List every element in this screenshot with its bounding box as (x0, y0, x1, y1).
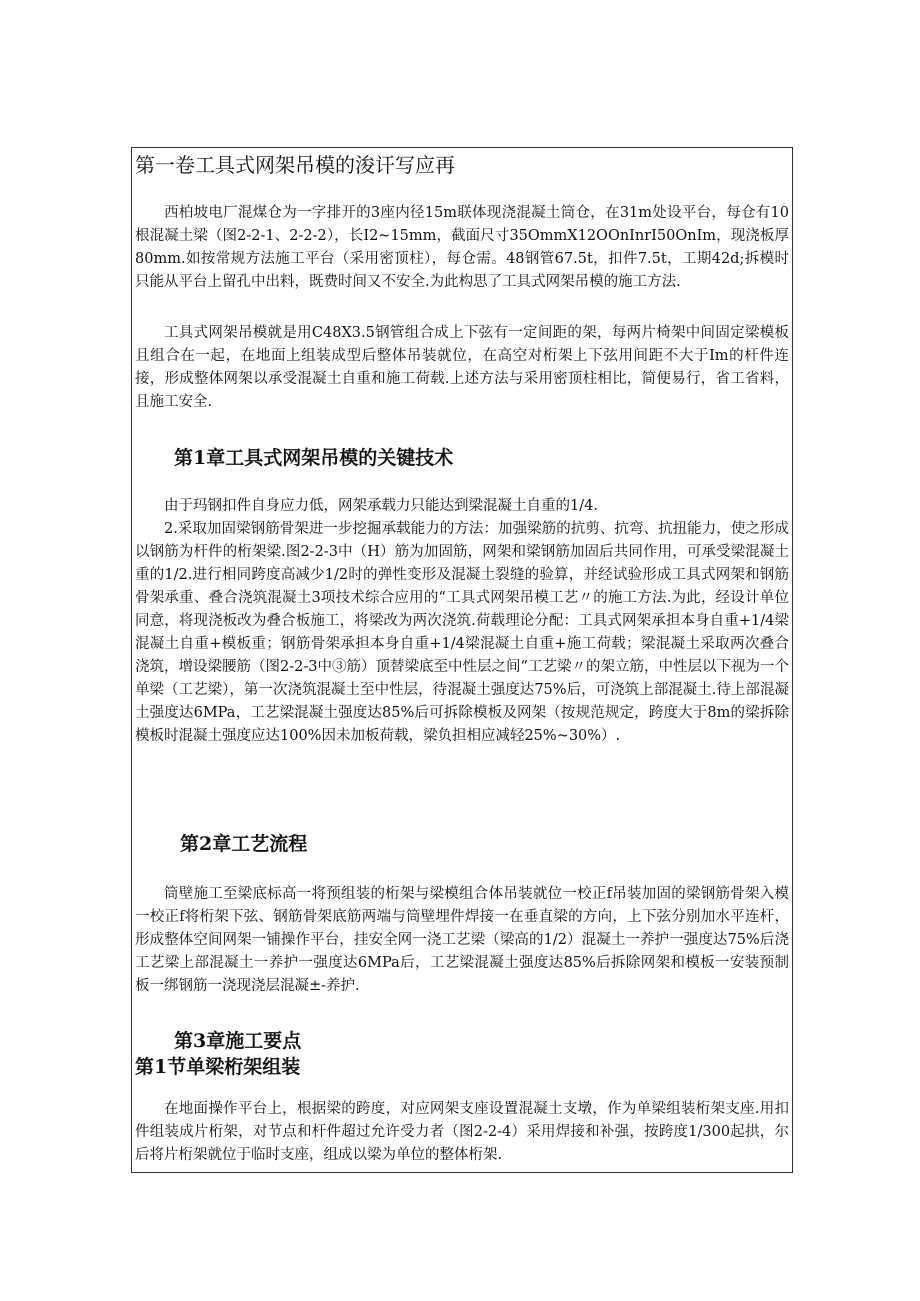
section-1-paragraph-1: 在地面操作平台上，根据梁的跨度，对应网架支座设置混凝土支墩，作为单梁组装桁架支座.用扣件组装成片桁架，对节点和杆件超过允许受力者（图2-2-4）采用焊接和补强，按跨度1/300起拱，尔后将片桁架就位于临时支座，组成以梁为单位的整体桁架. (135, 1101, 789, 1163)
chapter-2-heading: 第2章工艺流程 (180, 833, 308, 855)
chapter-3-heading: 第3章施工要点 (174, 1030, 302, 1052)
chapter-1-paragraph-1: 由于玛钢扣件自身应力低，网架承载力只能达到梁混凝土自重的1/4. (164, 498, 598, 514)
intro-paragraph-2: 工具式网架吊模就是用C48X3.5钢管组合成上下弦有一定间距的架，每两片椅架中间固定梁模板且组合在一起，在地面上组装成型后整体吊装就位，在高空对桁架上下弦用间距不大于Im的杆件连接，形成整体网架以承受混凝土自重和施工荷载.上述方法与采用密顶柱相比，简便易行，省工省料，且施工安全. (135, 325, 789, 410)
chapter-1-heading: 第1章工具式网架吊模的关键技术 (174, 447, 454, 469)
document-frame (131, 147, 793, 1173)
intro-paragraph-1: 西柏坡电厂混煤仓为一字排开的3座内径15m联体现浇混凝土筒仓，在31m处设平台，每仓有10根混凝土梁（图2-2-1、2-2-2），长I2~15mm，截面尺寸35OmmX12OOnInrI50OnIm，现浇板厚80mm.如按常规方法施工平台（采用密顶柱），每仓需。48钢管67.5t，扣件7.5t，工期42d;拆模时只能从平台上留孔中出料，既费时间又不安全.为此构思了工具式网架吊模的施工方法. (135, 205, 789, 290)
section-1-heading: 第1节单梁桁架组装 (135, 1056, 301, 1078)
chapter-1-paragraph-2: 2.采取加固梁钢筋骨架进一步挖掘承载能力的方法：加强梁筋的抗剪、抗弯、抗扭能力，使之形成以钢筋为杆件的桁架梁.图2-2-3中（H）筋为加固筋，网架和梁钢筋加固后共同作用，可承受梁混凝土重的1/2.进行相同跨度高减少1/2时的弹性变形及混凝土裂缝的验算，并经试验形成工具式网架和钢筋骨架承重、叠合浇筑混凝土3项技术综合应用的“工具式网架吊模工艺〃的施工方法.为此，经设计单位同意，将现浇板改为叠合板施工，将梁改为两次浇筑.荷载理论分配：工具式网架承担本身自重+1/4梁混凝土自重+模板重；钢筋骨架承担本身自重+1/4梁混凝土自重+施工荷载；梁混凝土采取两次叠合浇筑，增设梁腰筋（图2-2-3中③筋）顶替梁底至中性层之间“工艺梁〃的架立筋，中性层以下视为一个单梁（工艺梁），第一次浇筑混凝土至中性层，待混凝土强度达75%后，可浇筑上部混凝土.待上部混凝土强度达6MPa，工艺梁混凝土强度达85%后可拆除模板及网架（按规范规定，跨度大于8m的梁拆除模板时混凝土强度应达100%因未加板荷载，梁负担相应减轻25%~30%）. (135, 521, 789, 744)
chapter-2-paragraph-1: 筒壁施工至梁底标高一将预组装的桁架与梁模组合体吊装就位一校正f吊装加固的梁钢筋骨架入模一校正f将桁架下弦、钢筋骨架底筋两端与筒壁埋件焊接一在垂直梁的方向，上下弦分别加水平连杆，形成整体空间网架一铺操作平台，挂安全网一浇工艺梁（梁高的1/2）混凝土一养护一强度达75%后浇工艺梁上部混凝土一养护一强度达6MPa后，工艺梁混凝土强度达85%后拆除网架和模板一安装预制板一绑钢筋一浇现浇层混凝±-养护. (135, 886, 789, 994)
document-title: 第一卷工具式网架吊模的浚讦写应再 (135, 153, 455, 177)
